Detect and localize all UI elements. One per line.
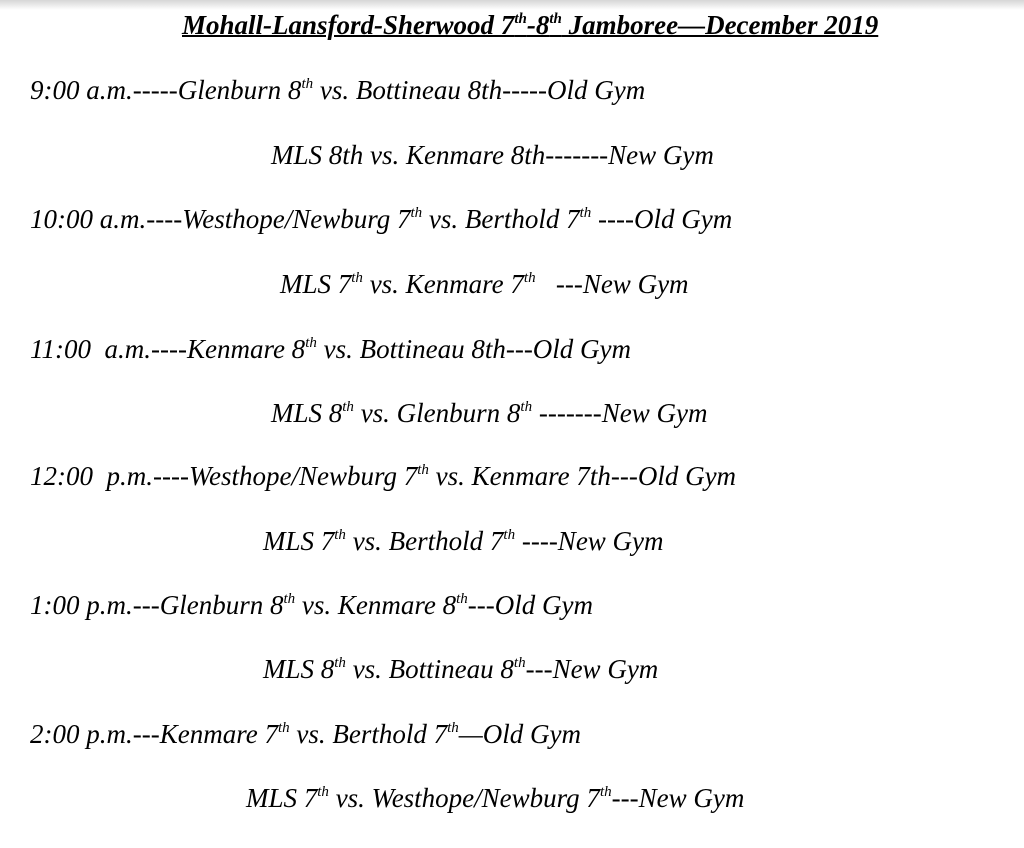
schedule-line: MLS 8th vs. Kenmare 8th-------New Gym	[271, 140, 714, 170]
title-superscript-1: th	[514, 11, 527, 27]
schedule-line: 12:00 p.m.----Westhope/Newburg 7th vs. Kenmare 7th---Old Gym	[30, 461, 737, 491]
document-title	[182, 8, 878, 42]
title-text-3: Jamboree—December 2019	[561, 10, 879, 40]
schedule-line: 11:00 a.m.----Kenmare 8th vs. Bottineau 8th---Old Gym	[30, 334, 632, 364]
schedule-line: MLS 8th vs. Glenburn 8th -------New Gym	[271, 398, 708, 428]
schedule-line: 9:00 a.m.-----Glenburn 8th vs. Bottineau 8th-----Old Gym	[30, 75, 646, 105]
title-text-1: Mohall-Lansford-Sherwood 7	[182, 10, 515, 40]
schedule-line: 2:00 p.m.---Kenmare 7th vs. Berthold 7th—Old Gym	[30, 719, 582, 749]
title-text-2: -8	[526, 10, 550, 40]
title-superscript-2: th	[549, 11, 562, 27]
schedule-line: MLS 7th vs. Westhope/Newburg 7th---New Gym	[246, 783, 745, 813]
schedule-line: MLS 7th vs. Kenmare 7th ---New Gym	[280, 269, 689, 299]
schedule-line: MLS 7th vs. Berthold 7th ----New Gym	[263, 526, 664, 556]
schedule-line: 1:00 p.m.---Glenburn 8th vs. Kenmare 8th---Old Gym	[30, 590, 594, 620]
schedule-line: MLS 8th vs. Bottineau 8th---New Gym	[263, 654, 659, 684]
schedule-line: 10:00 a.m.----Westhope/Newburg 7th vs. Berthold 7th ----Old Gym	[30, 204, 733, 234]
